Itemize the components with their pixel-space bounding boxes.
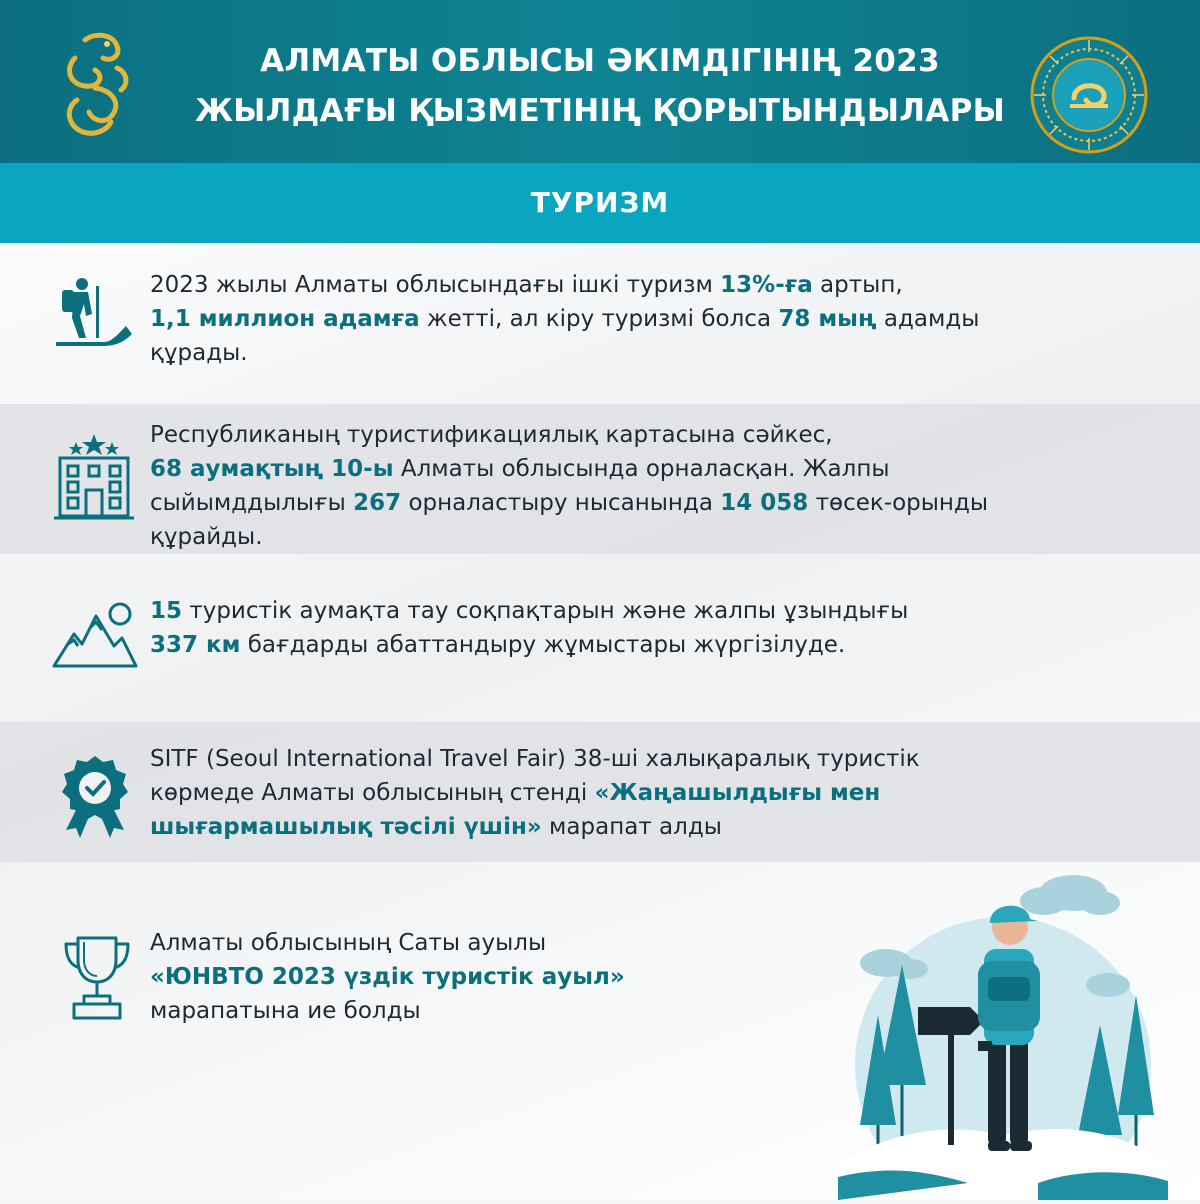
- text-segment: туристік аумақта тау соқпақтарын және жалпы ұзындығы: [182, 598, 909, 624]
- highlight-text: «Жаңашылдығы мен: [594, 780, 881, 806]
- hiker-icon: [52, 276, 138, 348]
- text-line: [150, 594, 1160, 628]
- highlight-text: 78 мың: [778, 306, 877, 332]
- text-segment: құрайды.: [150, 524, 263, 550]
- text-line: [150, 520, 1160, 554]
- highlight-text: 1,1 миллион адамға: [150, 306, 420, 332]
- text-line: [150, 926, 830, 960]
- text-segment: құрады.: [150, 340, 248, 366]
- section-title: ТУРИЗМ: [530, 186, 670, 219]
- text-segment: адамды: [876, 306, 980, 332]
- text-line: [150, 810, 1160, 844]
- mountain-trails-block: [150, 594, 1160, 662]
- text-segment: жетті, ал кіру туризмі болса: [419, 306, 779, 332]
- highlight-text: 267: [353, 490, 402, 516]
- page-title-line-1: АЛМАТЫ ОБЛЫСЫ ӘКІМДІГІНІҢ 2023: [260, 43, 940, 79]
- unwto-village-block: [150, 926, 830, 1028]
- award-badge-icon: [58, 754, 132, 838]
- text-line: [150, 302, 1160, 336]
- trophy-icon: [62, 934, 132, 1022]
- text-segment: марапат алды: [541, 814, 722, 840]
- text-line: [150, 486, 1160, 520]
- snow-leopard-emblem-icon: [55, 28, 135, 140]
- highlight-text: «ЮНВТО 2023 үздік туристік ауыл»: [150, 964, 625, 990]
- text-segment: артып,: [812, 272, 903, 298]
- text-line: [150, 776, 1160, 810]
- text-line: [150, 960, 830, 994]
- highlight-text: шығармашылық тәсілі үшін»: [150, 814, 542, 840]
- text-segment: марапатына ие болды: [150, 998, 421, 1024]
- text-line: [150, 742, 1160, 776]
- sitf-award-block: [150, 742, 1160, 844]
- hotel-icon: [52, 432, 136, 522]
- highlight-text: 13%-ға: [720, 272, 813, 298]
- text-segment: көрмеде Алматы облысының стенді: [150, 780, 595, 806]
- text-segment: Алматы облысында орналасқан. Жалпы: [393, 456, 890, 482]
- text-line: [150, 268, 1160, 302]
- tourism-growth-block: [150, 268, 1160, 370]
- traveler-with-signpost-icon: [838, 865, 1168, 1200]
- text-segment: Алматы облысының Саты ауылы: [150, 930, 547, 956]
- text-segment: Республиканың туристификациялық картасына сәйкес,: [150, 422, 833, 448]
- text-segment: төсек-орынды: [808, 490, 989, 516]
- highlight-text: 337 км: [150, 632, 241, 658]
- page-title: [170, 36, 1030, 136]
- highlight-text: 14 058: [720, 490, 809, 516]
- highlight-text: 68 аумақтың 10-ы: [150, 456, 394, 482]
- text-line: [150, 994, 830, 1028]
- highlight-text: 15: [150, 598, 183, 624]
- regional-seal-icon: [1030, 36, 1148, 154]
- mountains-icon: [52, 600, 138, 670]
- text-segment: сыйымддылығы: [150, 490, 354, 516]
- text-line: [150, 336, 1160, 370]
- text-line: [150, 452, 1160, 486]
- text-line: [150, 418, 1160, 452]
- text-segment: SITF (Seoul International Travel Fair) 38-ші халықаралық туристік: [150, 746, 920, 772]
- text-segment: 2023 жылы Алматы облысындағы ішкі туризм: [150, 272, 721, 298]
- tourism-map-block: [150, 418, 1160, 554]
- text-line: [150, 628, 1160, 662]
- text-segment: орналастыру нысанында: [401, 490, 721, 516]
- text-segment: бағдарды абаттандыру жұмыстары жүргізілуде.: [240, 632, 846, 658]
- page-title-line-2: ЖЫЛДАҒЫ ҚЫЗМЕТІНІҢ ҚОРЫТЫНДЫЛАРЫ: [194, 93, 1006, 129]
